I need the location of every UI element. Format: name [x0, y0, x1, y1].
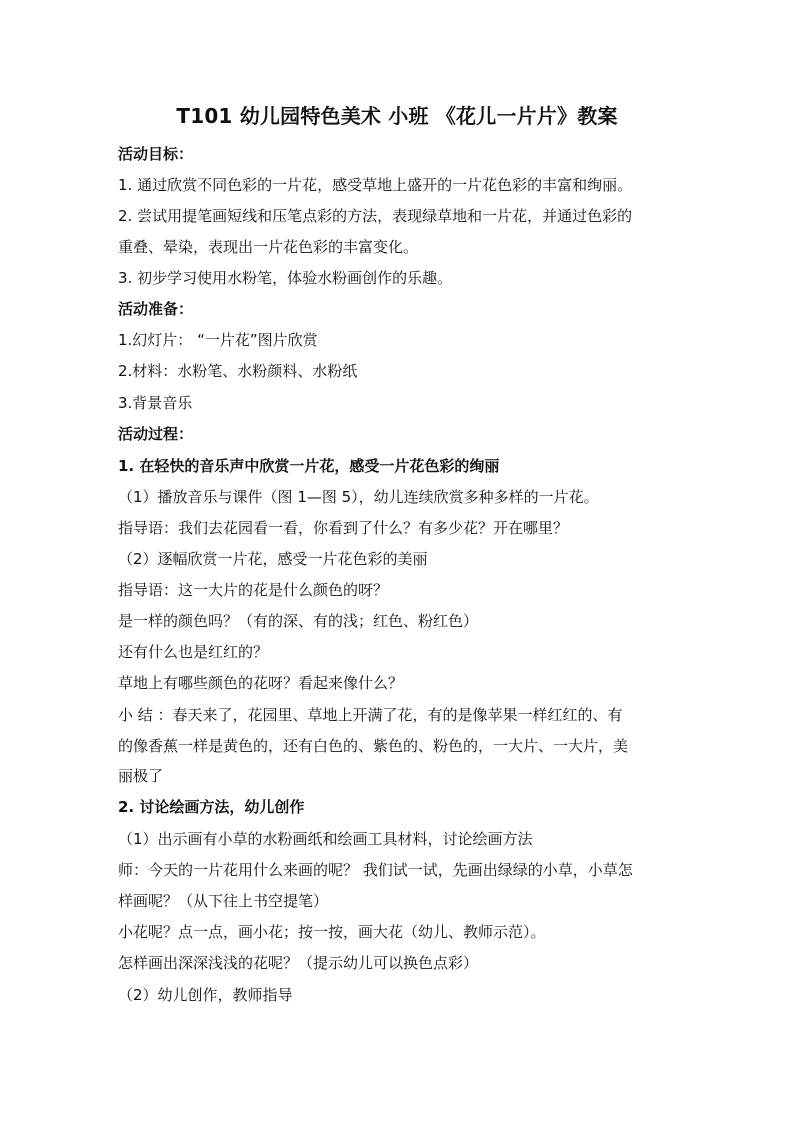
text-line: 3.背景音乐	[118, 394, 193, 412]
text-line: 怎样画出深深浅浅的花呢？（提示幼儿可以换色点彩）	[118, 954, 479, 972]
text-line: 的像香蕉一样是黄色的，还有白色的、紫色的、粉色的，一大片、一大片，美	[118, 737, 629, 755]
text-line: 2. 讨论绘画方法，幼儿创作	[118, 798, 305, 816]
text-line: 是一样的颜色吗？（有的深、有的浅；红色、粉红色）	[118, 612, 479, 630]
text-line: 指导语：这一大片的花是什么颜色的呀？	[118, 581, 389, 599]
text-line: 还有什么也是红红的？	[118, 643, 269, 661]
text-line: 指导语：我们去花园看一看，你看到了什么？有多少花？开在哪里？	[118, 519, 569, 537]
text-line: 师：今天的一片花用什么来画的呢？ 我们试一试，先画出绿绿的小草，小草怎	[118, 861, 633, 879]
text-line: 丽极了	[118, 767, 164, 785]
text-line: 活动准备：	[118, 300, 194, 318]
text-line: （2）逐幅欣赏一片花，感受一片花色彩的美丽	[118, 550, 428, 568]
text-line: （1）播放音乐与课件（图 1—图 5），幼儿连续欣赏多种多样的一片花。	[118, 488, 599, 506]
text-line: 3. 初步学习使用水粉笔，体验水粉画创作的乐趣。	[118, 269, 453, 287]
text-line: 草地上有哪些颜色的花呀？看起来像什么？	[118, 674, 404, 692]
document-title: T101 幼儿园特色美术 小班 《花儿一片片》教案	[176, 104, 618, 128]
text-line: （2）幼儿创作，教师指导	[118, 986, 293, 1004]
text-line: 1. 通过欣赏不同色彩的一片花，感受草地上盛开的一片花色彩的丰富和绚丽。	[118, 176, 633, 194]
text-line: 重叠、晕染，表现出一片花色彩的丰富变化。	[118, 238, 419, 256]
text-line: 活动过程：	[118, 425, 194, 443]
text-line: 小 结 ：春天来了，花园里、草地上开满了花，有的是像苹果一样红红的、有	[118, 706, 623, 724]
text-line: （1）出示画有小草的水粉画纸和绘画工具材料，讨论绘画方法	[118, 830, 533, 848]
text-line: 1.幻灯片： “一片花”图片欣赏	[118, 331, 318, 349]
text-line: 小花呢？点一点，画小花；按一按，画大花（幼儿、教师示范）。	[118, 923, 546, 941]
text-line: 活动目标：	[118, 145, 194, 163]
text-line: 2.材料：水粉笔、水粉颜料、水粉纸	[118, 362, 358, 380]
text-line: 1. 在轻快的音乐声中欣赏一片花，感受一片花色彩的绚丽	[118, 457, 500, 475]
text-line: 样画呢？（从下往上书空提笔）	[118, 892, 329, 910]
text-line: 2. 尝试用提笔画短线和压笔点彩的方法，表现绿草地和一片花，并通过色彩的	[118, 207, 633, 225]
